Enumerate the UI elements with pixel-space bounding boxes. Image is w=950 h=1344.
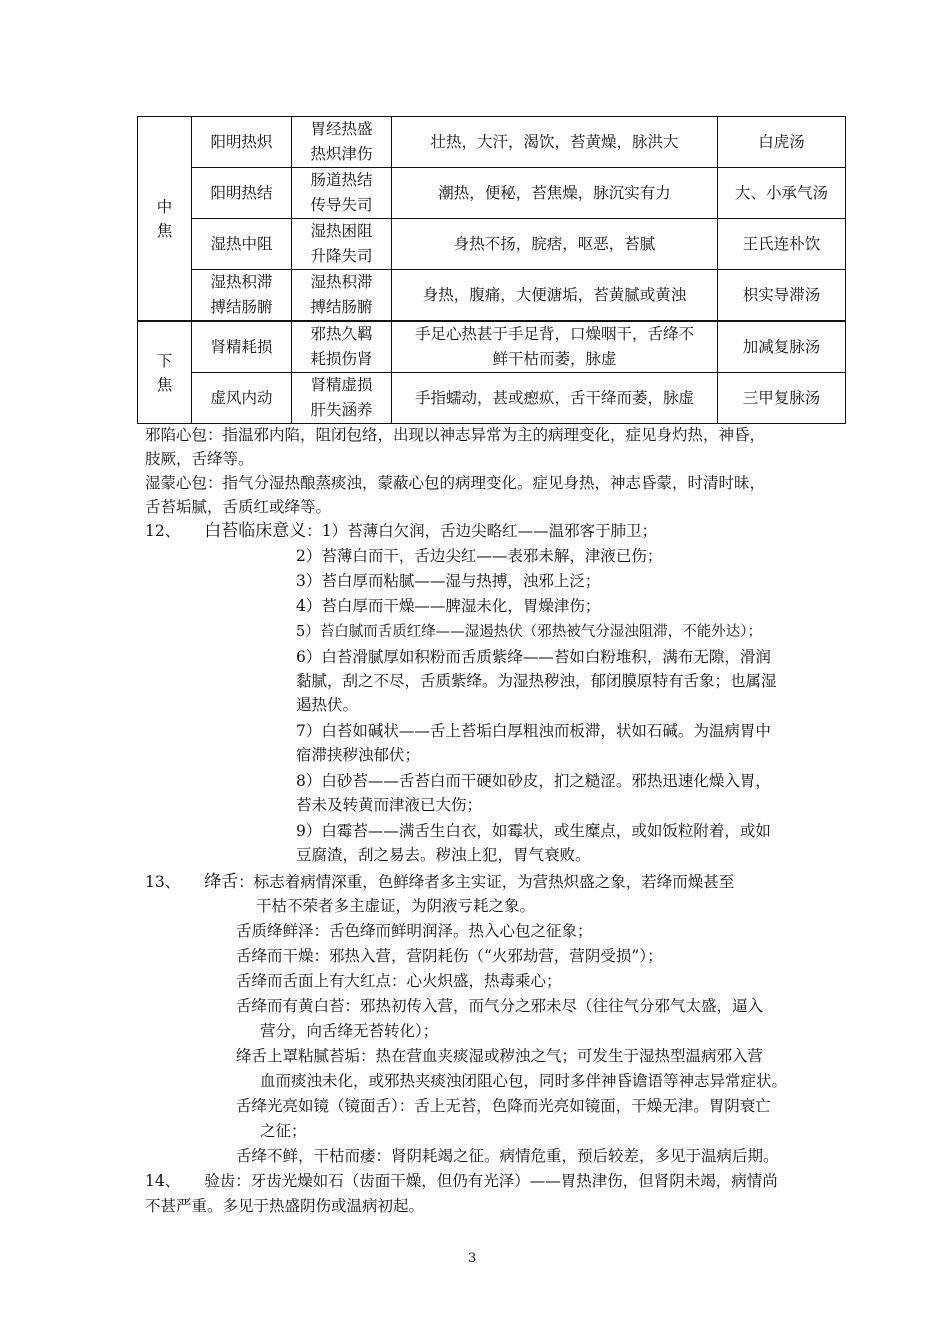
syndrome-name-cell: 湿热积滞 搏结肠腑: [192, 270, 292, 322]
section-14-heading: 14、 验齿：牙齿光燥如石（齿面干燥，但仍有光泽）——胃热津伤，但肾阴未竭，病情尚: [145, 1172, 778, 1190]
list-item: 2）苔薄白而干，舌边尖红——表邪未解，津液已伤；: [296, 547, 663, 565]
list-item: 血而痰浊未化，或邪热夹痰浊闭阻心包，同时多伴神昏谵语等神志异常症状。: [260, 1072, 788, 1090]
formula-cell: 王氏连朴饮: [718, 219, 846, 270]
table-row: [138, 168, 846, 219]
formula-cell: 白虎汤: [718, 117, 846, 168]
def-shimeng-line1: 湿蒙心包：指气分湿热酿蒸痰浊，蒙蔽心包的病理变化。症见身热，神志昏蒙，时清时昧，: [145, 474, 766, 492]
list-item: 舌绛而干燥：邪热入营，营阴耗伤（“火邪劫营，营阴受损”）；: [236, 947, 663, 965]
section-title: 白苔临床意义: [204, 521, 307, 541]
syndrome-table: [137, 116, 846, 424]
list-item: 苔未及转黄而津液已大伤；: [296, 796, 483, 814]
list-item: 8）白砂苔——舌苔白而干硬如砂皮，扪之糙涩。邪热迅速化燥入胃，: [296, 772, 771, 790]
list-item: 1）苔薄白欠润，舌边尖略红——温邪客于肺卫；: [321, 522, 658, 540]
mechanism-cell: 湿热困阻 升降失司: [292, 219, 392, 270]
list-item: 6）白苔滑腻厚如积粉而舌质紫绛——苔如白粉堆积，满布无隙，滑润: [296, 648, 771, 666]
list-item: 绛舌上罩粘腻苔垢：热在营血夹痰湿或秽浊之气；可发生于湿热型温病邪入营: [236, 1047, 764, 1065]
formula-cell: 大、小承气汤: [718, 168, 846, 219]
mechanism-cell: 湿热积滞 搏结肠腑: [292, 270, 392, 322]
section-14-line2: 不甚严重。多见于热盛阴伤或温病初起。: [145, 1197, 425, 1215]
list-item: 宿滞挟秽浊郁伏；: [296, 746, 421, 764]
list-item: 舌绛光亮如镜（镜面舌）：舌上无苔，色降而光亮如镜面，干燥无津。胃阴衰亡: [236, 1097, 771, 1115]
list-item: 9）白霉苔——满舌生白衣，如霉状，或生糜点，或如饭粒附着，或如: [296, 822, 771, 840]
list-item: 3）苔白厚而粘腻——湿与热搏，浊邪上泛；: [296, 572, 601, 590]
formula-cell: 三甲复脉汤: [718, 373, 846, 424]
syndrome-name-cell: 阳明热结: [192, 168, 292, 219]
list-item: 舌绛不鲜，干枯而痿：肾阴耗竭之征。病情危重，预后较差，多见于温病后期。: [236, 1147, 779, 1165]
symptoms-cell: 身热，腹痛，大便溏垢，苔黄腻或黄浊: [392, 270, 718, 322]
formula-cell: 加减复脉汤: [718, 321, 846, 373]
mechanism-cell: 肾精虚损 肝失涵养: [292, 373, 392, 424]
mechanism-cell: 胃经热盛 热炽津伤: [292, 117, 392, 168]
symptoms-cell: 手足心热甚于手足背，口燥咽干，舌绛不 鲜干枯而萎，脉虚: [392, 321, 718, 373]
region-cell-lower: 下 焦: [138, 321, 192, 424]
list-item: 7）白苔如碱状——舌上苔垢白厚粗浊而板滞，状如石碱。为温病胃中: [296, 722, 771, 740]
list-item: 5）苔白腻而舌质红绛——湿遏热伏（邪热被气分湿浊阻滞，不能外达）；: [296, 624, 762, 640]
list-item: 遏热伏。: [296, 696, 359, 714]
list-item: 舌质绛鲜泽：舌色绛而鲜明润泽。热入心包之征象；: [236, 922, 593, 940]
section-12-heading: 12、 白苔临床意义：1）苔薄白欠润，舌边尖略红——温邪客于肺卫；: [145, 521, 658, 541]
section-number: 13、: [145, 873, 181, 891]
list-item: 之征；: [260, 1122, 307, 1140]
list-item: 舌绛而舌面上有大红点：心火炽盛，热毒乘心；: [236, 972, 562, 990]
table-row: [138, 321, 846, 373]
list-item: 黏腻，刮之不尽，舌质紫绛。为湿热秽浊，郁闭膜原特有舌象；也属湿: [296, 672, 777, 690]
symptoms-cell: 壮热，大汗，渴饮，苔黄燥，脉洪大: [392, 117, 718, 168]
region-cell-middle: 中 焦: [138, 117, 192, 322]
page-number: 3: [468, 1251, 477, 1266]
mechanism-cell: 邪热久羁 耗损伤肾: [292, 321, 392, 373]
table-row: [138, 219, 846, 270]
list-item: 豆腐渣，刮之易去。秽浊上犯，胃气衰败。: [296, 846, 591, 864]
section-13-intro-line2: 干枯不荣者多主虚证，为阴液亏耗之象。: [256, 897, 536, 915]
mechanism-cell: 肠道热结 传导失司: [292, 168, 392, 219]
section-13-heading: 13、 绛舌：标志着病情深重，色鲜绛者多主实证，为营热炽盛之象，若绛而燥甚至: [145, 872, 735, 892]
section-number: 14、: [145, 1172, 181, 1190]
def-xiexian-line1: 邪陷心包：指温邪内陷，阻闭包络，出现以神志异常为主的病理变化，症见身灼热，神昏，: [145, 426, 766, 444]
table-row: [138, 373, 846, 424]
syndrome-name-cell: 肾精耗损: [192, 321, 292, 373]
list-item: 4）苔白厚而干燥——脾湿未化，胃燥津伤；: [296, 597, 601, 615]
list-item: 营分，向舌绛无苔转化）；: [260, 1022, 439, 1040]
list-item: 舌绛而有黄白苔：邪热初传入营，而气分之邪未尽（往往气分邪气太盛，逼入: [236, 997, 764, 1015]
def-xiexian-line2: 肢厥，舌绛等。: [145, 450, 254, 468]
def-shimeng-line2: 舌苔垢腻，舌质红或绛等。: [145, 498, 332, 516]
symptoms-cell: 手指蠕动，甚或瘛疭，舌干绛而萎，脉虚: [392, 373, 718, 424]
table-row: [138, 270, 846, 322]
syndrome-name-cell: 湿热中阻: [192, 219, 292, 270]
section-number: 12、: [145, 522, 181, 540]
section-title: 绛舌: [204, 872, 239, 892]
table-row: [138, 117, 846, 168]
formula-cell: 枳实导滞汤: [718, 270, 846, 322]
symptoms-cell: 潮热，便秘，苔焦燥，脉沉实有力: [392, 168, 718, 219]
syndrome-name-cell: 阳明热炽: [192, 117, 292, 168]
syndrome-name-cell: 虚风内动: [192, 373, 292, 424]
symptoms-cell: 身热不扬，脘痞，呕恶，苔腻: [392, 219, 718, 270]
